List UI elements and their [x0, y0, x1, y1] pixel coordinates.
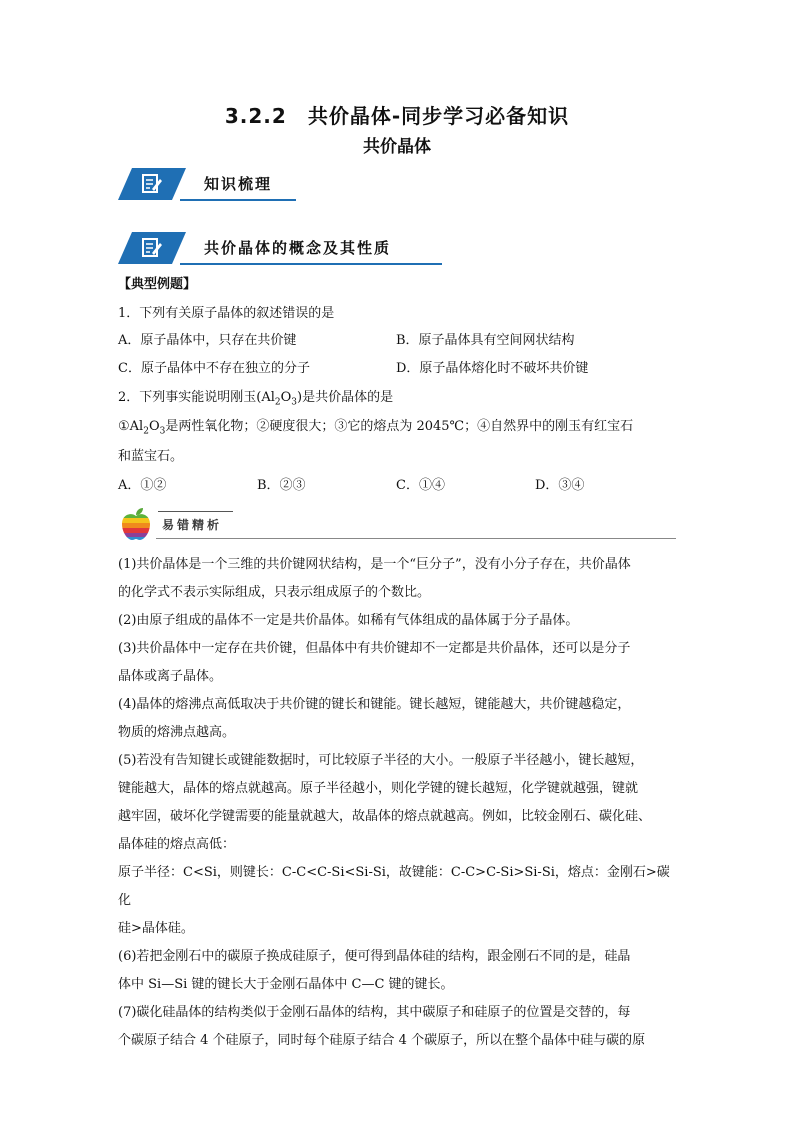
page-subtitle: 共价晶体 [363, 137, 431, 157]
text-line: 体中 Si—Si 键的键长大于金刚石晶体中 C—C 键的键长。 [118, 977, 454, 992]
error-analysis-heading: 易错精析 [162, 518, 223, 532]
header-top-rule [158, 511, 233, 512]
notepad-pencil-icon [140, 172, 164, 196]
text-line: 越牢固，破坏化学键需要的能量就越大，故晶体的熔点就越高。例如，比较金刚石、碳化硅、 [118, 809, 652, 824]
banner-underline [180, 199, 296, 201]
text-line: 原子半径：C<Si，则键长：C-C<C-Si<Si-Si，故键能：C-C>C-Si>Si-Si，熔点：金刚石>碳化 [118, 865, 670, 908]
question-2-option-c: C．①④ [396, 478, 445, 493]
banner-label: 知识梳理 [204, 175, 273, 193]
text-line: (5)若没有告知键长或键能数据时，可比较原子半径的大小。一般原子半径越小，键长越短， [118, 753, 644, 768]
question-1-option-a: A．原子晶体中，只存在共价键 [118, 333, 297, 348]
text-line: (6)若把金刚石中的碳原子换成硅原子，便可得到晶体硅的结构，跟金刚石不同的是，硅晶 [118, 949, 631, 964]
text-line: (3)共价晶体中一定存在共价键，但晶体中有共价键却不一定都是共价晶体，还可以是分子 [118, 641, 631, 656]
text-line: 硅>晶体硅。 [118, 921, 194, 936]
error-analysis-header [118, 506, 676, 542]
question-2-facts-line2: 和蓝宝石。 [118, 449, 184, 464]
text-line: 晶体或离子晶体。 [118, 669, 223, 684]
header-bottom-rule [156, 538, 676, 539]
text-line: 物质的熔沸点越高。 [118, 725, 236, 740]
knowledge-banner [118, 168, 308, 202]
question-2-stem: 2．下列事实能说明刚玉$(Al_2O_3)$是共价晶体的是 [118, 390, 394, 408]
text-line: (7)碳化硅晶体的结构类似于金刚石晶体的结构，其中碳原子和硅原子的位置是交替的，每 [118, 1005, 631, 1020]
question-1-stem: 1．下列有关原子晶体的叙述错误的是 [118, 306, 335, 321]
banner-underline [180, 263, 442, 265]
question-2-facts: $①Al_2O_3$是两性氧化物；②硬度很大；③它的熔点为 2045℃；④自然界中的刚玉有红宝石 [118, 419, 634, 437]
text-line: 晶体硅的熔点高低： [118, 837, 236, 852]
concept-banner [118, 232, 448, 266]
error-analysis-body [118, 551, 676, 1055]
notepad-pencil-icon [140, 236, 164, 260]
apple-logo-icon [118, 506, 154, 542]
page-title: 3.2.2 共价晶体-同步学习必备知识 [224, 104, 570, 128]
text-line: 个碳原子结合 4 个硅原子，同时每个硅原子结合 4 个碳原子，所以在整个晶体中硅与碳的原 [118, 1033, 646, 1048]
banner-tab [118, 232, 186, 264]
question-1-option-d: D．原子晶体熔化时不破坏共价键 [396, 361, 589, 376]
question-2-option-a: A．①② [118, 478, 167, 493]
text-line: (1)共价晶体是一个三维的共价键网状结构，是一个“巨分子”，没有小分子存在，共价晶体 [118, 557, 631, 572]
question-2-option-d: D．③④ [535, 478, 585, 493]
question-1-option-c: C．原子晶体中不存在独立的分子 [118, 361, 310, 376]
banner-label: 共价晶体的概念及其性质 [204, 239, 392, 257]
examples-heading: 【典型例题】 [118, 277, 197, 292]
text-line: (4)晶体的熔沸点高低取决于共价键的键长和键能。键长越短，键能越大，共价键越稳定， [118, 697, 631, 712]
banner-tab [118, 168, 186, 200]
question-1-option-b: B．原子晶体具有空间网状结构 [396, 333, 575, 348]
question-2-option-b: B．②③ [257, 478, 306, 493]
text-line: 的化学式不表示实际组成，只表示组成原子的个数比。 [118, 585, 431, 600]
text-line: (2)由原子组成的晶体不一定是共价晶体。如稀有气体组成的晶体属于分子晶体。 [118, 613, 579, 628]
text-line: 键能越大，晶体的熔点就越高。原子半径越小，则化学键的键长越短，化学键就越强，键就 [118, 781, 639, 796]
